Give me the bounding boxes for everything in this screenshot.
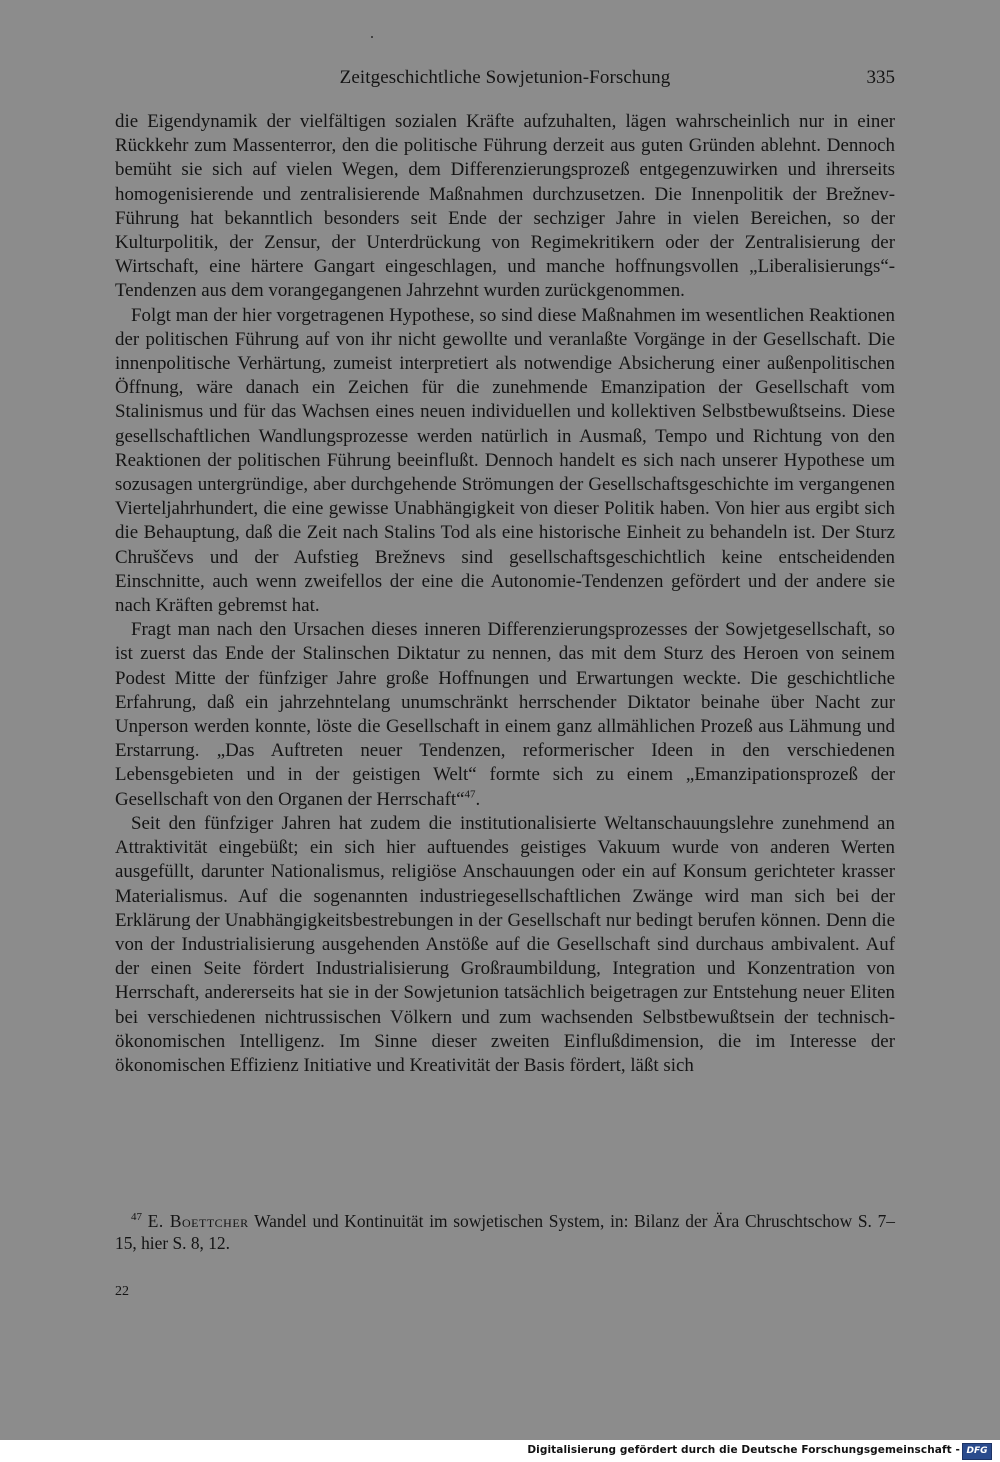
footnote-number: 47 <box>131 1211 142 1224</box>
paragraph <box>115 110 895 304</box>
body-text <box>115 110 895 1078</box>
dfg-logo-icon[interactable]: DFG <box>962 1443 992 1460</box>
footnote <box>115 1210 895 1254</box>
paragraph-text-end: . <box>475 788 481 810</box>
paragraph <box>115 618 895 812</box>
footnote-reference[interactable]: 47 <box>464 788 476 801</box>
paragraph-text: die Eigendynamik der vielfältigen sozialen Kräfte aufzuhalten, lägen wahrscheinlich nur in einer Rückkehr zum Massenterror, den die politische Führung derzeit aus guten Gründen ablehnt. Dennoch bemüht sie sich auf vielen Wegen, dem Differenzierungsprozeß entgegenzuwirken und ihrerseits homogenisierende und zentralisierende Maßnahmen durchzusetzen. Die Innenpolitik der Brežnev-Führung hat bekanntlich besonders seit Ende der sechziger Jahre in vielen Bereichen, so der Kulturpolitik, der Zensur, der Unterdrückung von Regimekritikern oder der Zentralisierung der Wirtschaft, eine härtere Gangart eingeschlagen, und manche hoffnungsvollen „Liberalisierungs“-Tendenzen aus dem vorangegangenen Jahrzehnt wurden zurückgenommen. <box>115 111 895 302</box>
footnote-author: E. Boettcher <box>147 1211 249 1231</box>
page-number: 335 <box>866 67 895 88</box>
paragraph <box>115 304 895 619</box>
running-title: Zeitgeschichtliche Sowjetunion-Forschung <box>339 67 671 88</box>
footnote-citation: Wandel und Kontinuität im sowjetischen System, in: Bilanz der Ära Chruschtschow S. 7–15, hier S. 8, 12. <box>115 1211 896 1253</box>
paragraph-text: Folgt man der hier vorgetragenen Hypothese, so sind diese Maßnahmen im wesentlichen Reaktionen der politischen Führung auf von ihr nicht gewollte und veranlaßte Vorgänge in der Gesellschaft. Die innenpolitische Verhärtung, zumeist interpretiert als notwendige Absicherung einer außenpolitischen Öffnung, wäre danach ein Zeichen für die zunehmende Emanzipation der Gesellschaft vom Stalinismus und für das Wachsen eines neuen individuellen und kollektiven Selbstbewußtseins. Diese gesellschaftlichen Wandlungsprozesse werden natürlich in Ausmaß, Tempo und Richtung von den Reaktionen der politischen Führung beeinflußt. Dennoch handelt es sich nach unserer Hypothese um sozusagen untergründige, aber durchgehende Strömungen der Gesellschaftsgeschichte im vergangenen Vierteljahrhundert, die eine gewisse Unabhängigkeit von dieser Politik haben. Von hier aus ergibt sich die Behauptung, daß die Zeit nach Stalins Tod als eine historische Einheit zu behandeln ist. Der Sturz Chruščevs und der Aufstieg Brežnevs sind gesellschaftsgeschichtlich keine entscheidenden Einschnitte, auch wenn zweifellos der eine die Autonomie-Tendenzen gefördert und der andere sie nach Kräften gebremst hat. <box>115 304 895 617</box>
footer-bar <box>0 1440 1000 1462</box>
scan-speck <box>371 36 373 38</box>
footnote-text <box>115 1210 895 1254</box>
funding-note: Digitalisierung gefördert durch die Deutsche Forschungsgemeinschaft - <box>527 1444 960 1456</box>
sheet-signature: 22 <box>115 1284 129 1299</box>
paragraph-text: Fragt man nach den Ursachen dieses inneren Differenzierungsprozesses der Sowjetgesellschaft, so ist zuerst das Ende der Stalinschen Diktatur zu nennen, das mit dem Sturz des Heroen von seinem Podest Mitte der fünfziger Jahre große Hoffnungen und Erwartungen weckte. Die geschichtliche Erfahrung, daß ein jahrzehntelang unumschränkt herrschender Diktator beinahe über Nacht zur Unperson werden konnte, löste die Gesellschaft in einem ganz allmählichen Prozeß aus Lähmung und Erstarrung. „Das Auftreten neuer Tendenzen, reformerischer Ideen in den verschiedenen Lebensgebieten und in der geistigen Welt“ formte sich zu einem „Emanzipationsprozeß der Gesellschaft von den Organen der Herrschaft“ <box>115 619 895 810</box>
paragraph <box>115 812 895 1078</box>
page-header <box>115 64 895 94</box>
paragraph-text: Seit den fünfziger Jahren hat zudem die institutionalisierte Weltanschauungslehre zunehmend an Attraktivität eingebüßt; ein sich hier auftuendes geistiges Vakuum wurde von anderen Werten ausgefüllt, darunter Nationalismus, religiöse Anschauungen oder ein auf Konsum gerichteter krasser Materialismus. Auf die sogenannten industriegesellschaftlichen Zwänge wird man sich bei der Erklärung der Unabhängigkeitsbestrebungen in der Gesellschaft nur bedingt berufen können. Denn die von der Industrialisierung ausgehenden Anstöße auf die Gesellschaft sind durchaus ambivalent. Auf der einen Seite fördert Industrialisierung Großraumbildung, Integration und Konzentration von Herrschaft, andererseits hat sie in der Sowjetunion tatsächlich beigetragen zur Entstehung neuer Eliten bei verschiedenen nichtrussischen Völkern und zum wachsenden Selbstbewußtsein der technisch-ökonomischen Intelligenz. Im Sinne dieser zweiten Einflußdimension, die im Interesse der ökonomischen Effizienz Initiative und Kreativität der Basis fördert, läßt sich <box>115 812 895 1076</box>
